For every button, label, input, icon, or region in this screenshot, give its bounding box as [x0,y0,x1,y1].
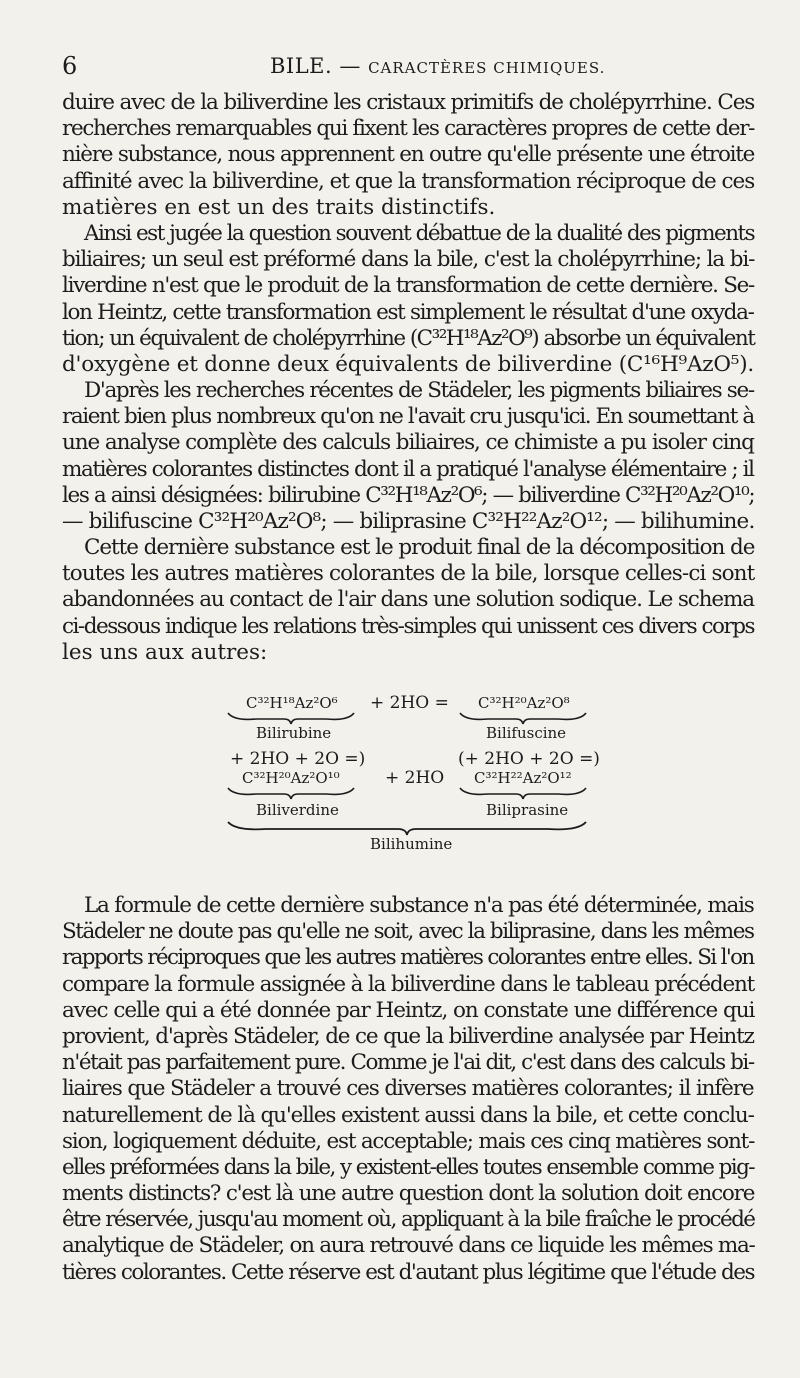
text-line: n'était pas parfaitement pure. Comme je l'ai dit, c'est dans des calculs bi- [62,1050,754,1076]
text-line: elles préformées dans la bile, y existent-elles toutes ensemble comme pig- [62,1154,754,1180]
text-line: abandonnées au contact de l'air dans une solution sodique. Le schema [62,587,754,613]
text-line: analytique de Städeler, on aura retrouvé dans ce liquide les mêmes ma- [62,1233,755,1259]
text-line: recherches remarquables qui fixent les caractères propres de cette der- [62,116,755,142]
biliverdine-label: Biliverdine [256,801,339,819]
text-line: naturellement de là qu'elles existent aussi dans la bile, et cette conclu- [62,1102,754,1128]
text-line: Ainsi est jugée la question souvent débattue de la dualité des pigments [84,221,755,246]
text-line: liverdine n'est que le produit de la transformation de cette dernière. Se- [62,273,754,299]
left-addition: + 2HO + 2O =) [230,749,366,769]
text-line: liaires que Städeler a trouvé ces diverses matières colorantes; il infère [62,1076,754,1102]
text-line: Städeler ne doute pas qu'elle ne soit, avec la biliprasine, dans les mêmes [62,919,754,945]
bilihumine-label: Bilihumine [370,835,453,853]
bilirubine-brace [226,711,356,725]
paragraph-5 [62,893,754,1286]
text-line: avec celle qui a été donnée par Heintz, on constate une différence qui [62,997,755,1023]
biliprasine-label: Biliprasine [486,801,569,819]
bilifuscine-formula: C³²H²⁰Az²O⁸ [478,694,570,712]
right-addition: (+ 2HO + 2O =) [458,749,600,769]
text-line: être réservée, jusqu'au moment où, appliquant à la bile fraîche le procédé [62,1207,755,1233]
biliverdine-brace [226,786,356,800]
text-line: tières colorantes. Cette réserve est d'autant plus légitime que l'étude des [62,1259,755,1285]
text-line: duire avec de la biliverdine les cristaux primitifs de cholépyrrhine. Ces [62,90,755,115]
biliprasine-brace [458,786,588,800]
text-line: les a ainsi désignées: bilirubine C³²H¹⁸Az²O⁶; — biliverdine C³²H²⁰Az²O¹⁰; [62,482,755,508]
text-line: sion, logiquement déduite, est acceptable; mais ces cinq matières sont- [62,1128,755,1154]
text-line: ments distincts? c'est là une autre question dont la solution doit encore [62,1181,755,1207]
text-line: toutes les autres matières colorantes de la bile, lorsque celles-ci sont [62,561,755,587]
text-line: lon Heintz, cette transformation est simplement le résultat d'une oxyda- [62,299,754,325]
bilirubine-label: Bilirubine [256,724,332,742]
text-line: affinité avec la biliverdine, et que la transformation réciproque de ces [62,168,755,194]
text-line: Cette dernière substance est le produit final de la décomposition de [84,535,755,560]
bilifuscine-brace [458,711,588,725]
text-line: compare la formule assignée à la biliverdine dans le tableau précédent [62,971,755,997]
text-line: matières colorantes distinctes dont il a pratiqué l'analyse élémentaire ; il [62,456,754,482]
text-line: tion; un équivalent de cholépyrrhine (C³²H¹⁸Az²O⁹) absorbe un équivalent [62,325,755,351]
text-line: une analyse complète des calculs biliaires, ce chimiste a pu isoler cinq [62,430,754,456]
bilirubine-formula: C³²H¹⁸Az²O⁶ [246,694,338,712]
bilihumine-brace [226,820,588,836]
text-line: D'après les recherches récentes de Städeler, les pigments biliaires se- [84,378,754,403]
running-head-dash: — [339,54,361,78]
middle-water: + 2HO [385,768,445,788]
text-line: La formule de cette dernière substance n'a pas été déterminée, mais [84,893,754,918]
text-line: raient bien plus nombreux qu'on ne l'avait cru jusqu'ici. En soumettant à [62,404,754,430]
text-line: rapports réciproques que les autres matières colorantes entre elles. Si l'on [62,945,754,971]
page-number: 6 [62,52,78,80]
text-line: nière substance, nous apprennent en outre qu'elle présente une étroite [62,142,755,168]
text-line: ci-dessous indique les relations très-simples qui unissent ces divers corps [62,613,755,639]
biliverdine-formula: C³²H²⁰Az²O¹⁰ [242,769,340,787]
running-head-title: BILE. [270,54,333,78]
text-line: matières en est un des traits distinctifs. [62,194,496,220]
text-line: — bilifuscine C³²H²⁰Az²O⁸; — biliprasine C³²H²²Az²O¹²; — bilihumine. [62,508,755,534]
running-head-subtitle: CARACTÈRES CHIMIQUES. [368,59,606,77]
text-line: biliaires; un seul est préformé dans la bile, c'est la cholépyrrhine; la bi- [62,247,755,273]
water-equation: + 2HO = [370,693,449,713]
text-line: provient, d'après Städeler, de ce que la biliverdine analysée par Heintz [62,1023,754,1049]
text-line: les uns aux autres: [62,639,268,665]
biliprasine-formula: C³²H²²Az²O¹² [474,769,572,787]
bilifuscine-label: Bilifuscine [486,724,567,742]
text-line: d'oxygène et donne deux équivalents de biliverdine (C¹⁶H⁹AzO⁵). [62,351,755,377]
